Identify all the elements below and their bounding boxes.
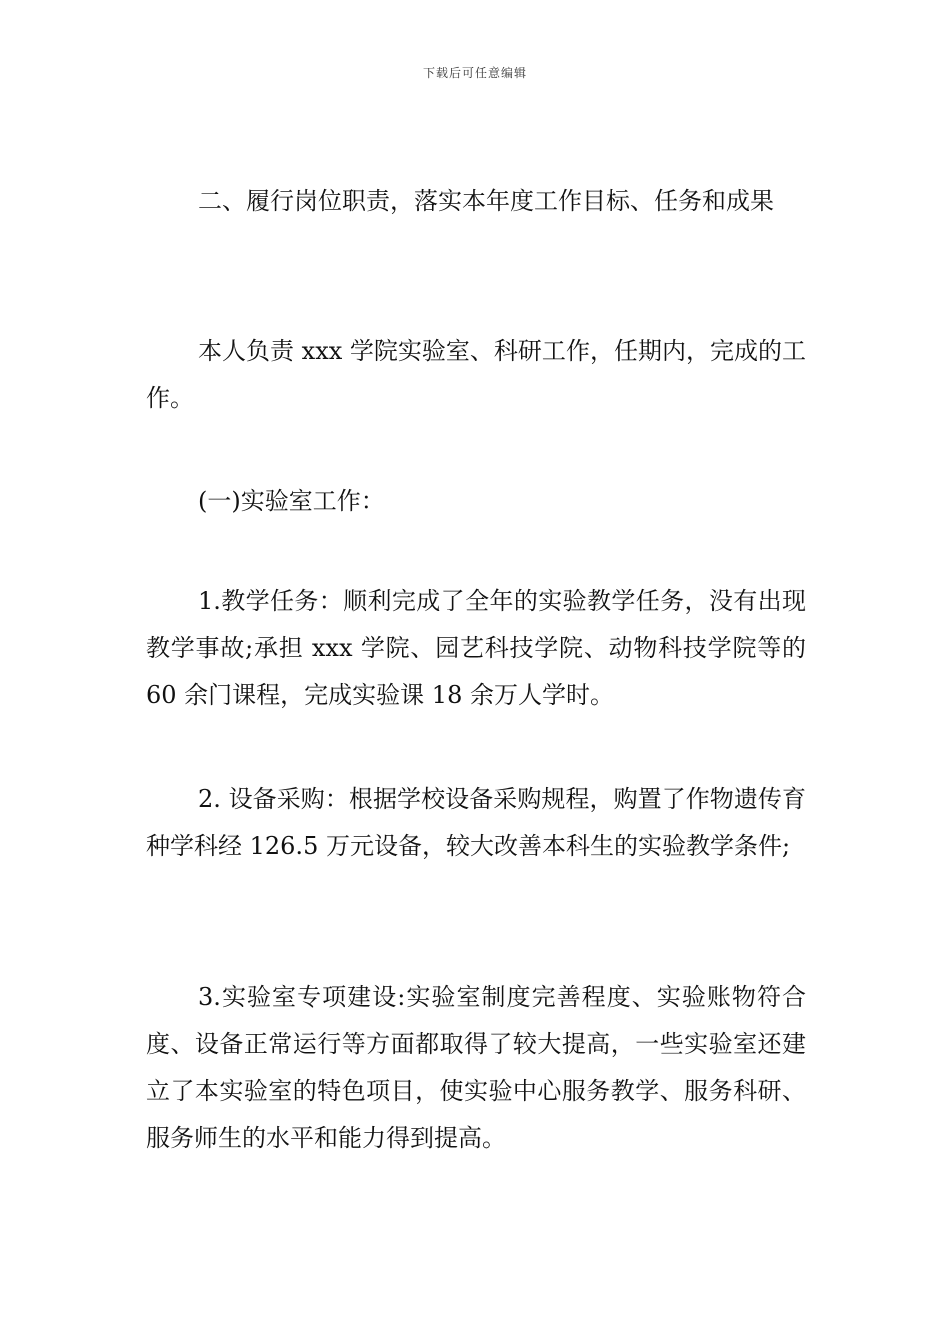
page-header-note: 下载后可任意编辑 <box>422 66 527 80</box>
intro-paragraph: 本人负责 xxx 学院实验室、科研工作，任期内，完成的工作。 <box>146 337 806 412</box>
lab-construction-paragraph: 3.实验室专项建设:实验室制度完善程度、实验账物符合度、设备正常运行等方面都取得了较大提高，一些实验室还建立了本实验室的特色项目，使实验中心服务教学、服务科研、服务师生的水平和能力得到提高。 <box>146 983 806 1152</box>
subsection-heading: (一)实验室工作： <box>198 487 385 515</box>
section-heading: 二、履行岗位职责，落实本年度工作目标、任务和成果 <box>198 187 774 215</box>
teaching-task-paragraph: 1.教学任务：顺利完成了全年的实验教学任务，没有出现教学事故;承担 xxx 学院、园艺科技学院、动物科技学院等的 60 余门课程，完成实验课 18 余万人学时。 <box>146 587 806 709</box>
equipment-purchase-paragraph: 2. 设备采购：根据学校设备采购规程，购置了作物遗传育种学科经 126.5 万元设备，较大改善本科生的实验教学条件; <box>146 785 806 860</box>
